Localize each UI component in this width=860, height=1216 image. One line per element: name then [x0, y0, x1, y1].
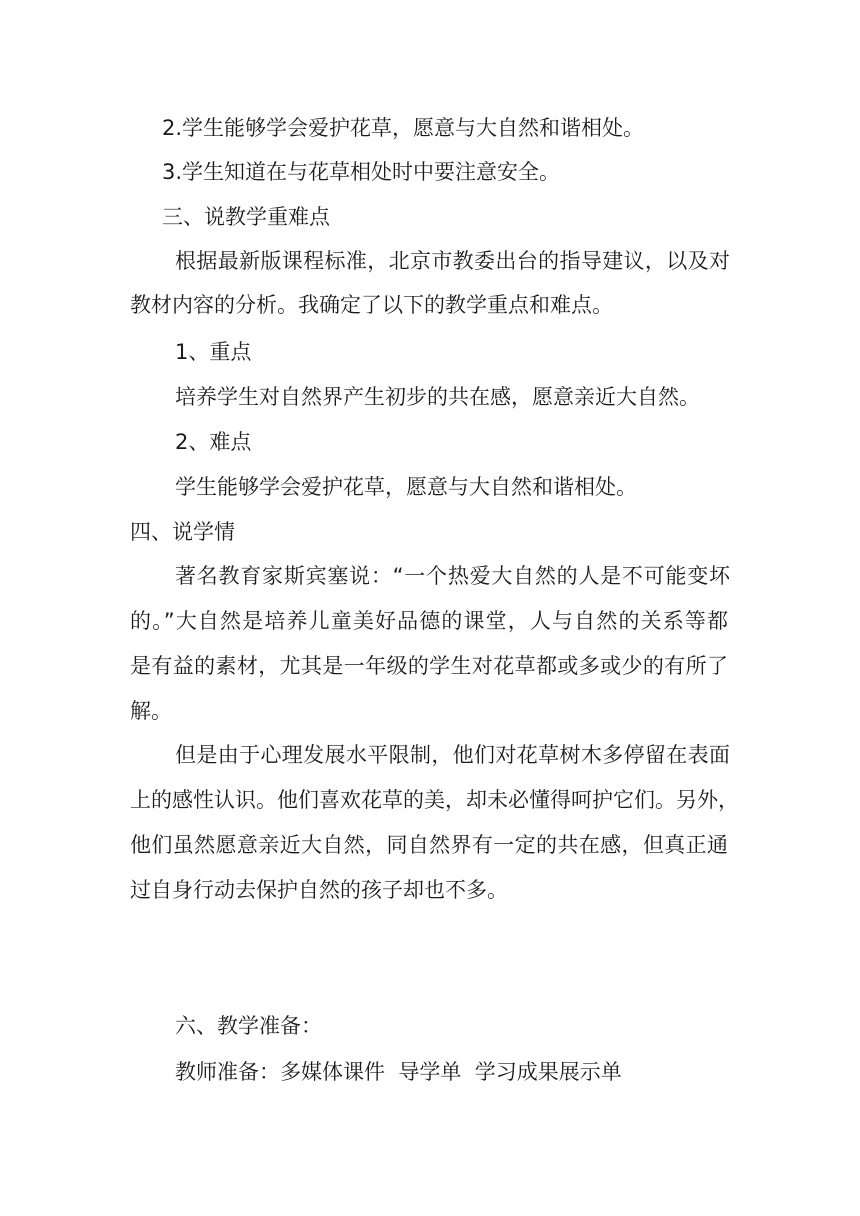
paragraph-3-line-3: 他们虽然愿意亲近大自然，同自然界有一定的共在感，但真正通	[130, 833, 728, 857]
key-point-text: 培养学生对自然界产生初步的共在感，愿意亲近大自然。	[175, 385, 700, 409]
paragraph-2-line-1: 著名教育家斯宾塞说：“一个热爱大自然的人是不可能变坏	[175, 564, 730, 588]
teacher-preparation: 教师准备：多媒体课件 导学单 学习成果展示单	[175, 1060, 622, 1084]
paragraph-2-line-4: 解。	[130, 699, 172, 723]
section-4-heading: 四、说学情	[130, 520, 235, 544]
key-point-heading: 1、重点	[175, 340, 252, 364]
section-6-heading: 六、教学准备：	[175, 1014, 322, 1038]
paragraph-3-line-2: 上的感性认识。他们喜欢花草的美，却未必懂得呵护它们。另外，	[130, 788, 739, 812]
difficulty-heading: 2、难点	[175, 430, 252, 454]
paragraph-1-line-1: 根据最新版课程标准，北京市教委出台的指导建议，以及对	[175, 249, 730, 273]
objective-2: 2.学生能够学会爱护花草，愿意与大自然和谐相处。	[162, 116, 645, 140]
paragraph-1-line-2: 教材内容的分析。我确定了以下的教学重点和难点。	[130, 293, 613, 317]
paragraph-2-line-2: 的。”大自然是培养儿童美好品德的课堂，人与自然的关系等都	[130, 609, 728, 633]
paragraph-2-line-3: 是有益的素材，尤其是一年级的学生对花草都或多或少的有所了	[130, 654, 728, 678]
paragraph-3-line-1: 但是由于心理发展水平限制，他们对花草树木多停留在表面	[175, 743, 730, 767]
paragraph-3-line-4: 过自身行动去保护自然的孩子却也不多。	[130, 878, 508, 902]
objective-3: 3.学生知道在与花草相处时中要注意安全。	[162, 160, 561, 184]
section-3-heading: 三、说教学重难点	[162, 205, 330, 229]
difficulty-text: 学生能够学会爱护花草，愿意与大自然和谐相处。	[175, 475, 637, 499]
